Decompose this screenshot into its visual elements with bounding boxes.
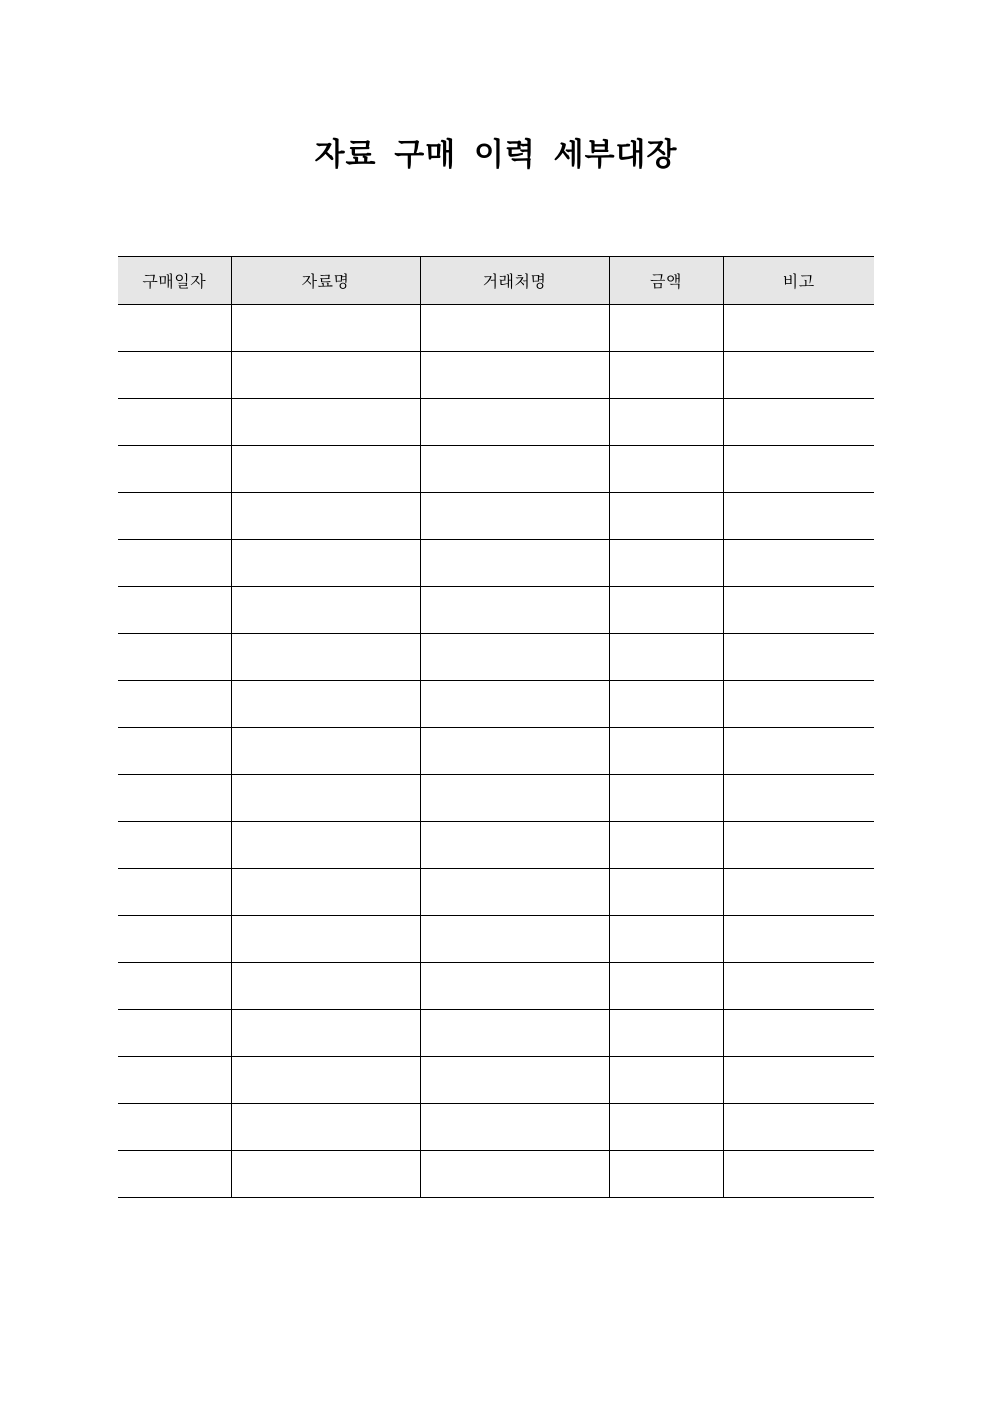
purchase-ledger-table	[118, 256, 874, 1198]
cell-purchase-date[interactable]	[118, 963, 231, 1010]
cell-material-name[interactable]	[231, 587, 420, 634]
cell-vendor-name[interactable]	[420, 728, 609, 775]
cell-remarks[interactable]	[723, 775, 874, 822]
cell-vendor-name[interactable]	[420, 1104, 609, 1151]
table-row	[118, 399, 874, 446]
cell-purchase-date[interactable]	[118, 493, 231, 540]
cell-purchase-date[interactable]	[118, 399, 231, 446]
cell-remarks[interactable]	[723, 399, 874, 446]
cell-remarks[interactable]	[723, 1010, 874, 1057]
table-row	[118, 916, 874, 963]
cell-purchase-date[interactable]	[118, 916, 231, 963]
cell-vendor-name[interactable]	[420, 493, 609, 540]
table-row	[118, 822, 874, 869]
cell-material-name[interactable]	[231, 775, 420, 822]
cell-purchase-date[interactable]	[118, 1057, 231, 1104]
cell-purchase-date[interactable]	[118, 775, 231, 822]
cell-amount[interactable]	[609, 1010, 723, 1057]
table-row	[118, 1057, 874, 1104]
column-header-material-name: 자료명	[231, 257, 420, 305]
column-header-remarks: 비고	[723, 257, 874, 305]
cell-amount[interactable]	[609, 399, 723, 446]
cell-remarks[interactable]	[723, 869, 874, 916]
cell-vendor-name[interactable]	[420, 1057, 609, 1104]
table-row	[118, 446, 874, 493]
cell-vendor-name[interactable]	[420, 446, 609, 493]
cell-amount[interactable]	[609, 587, 723, 634]
cell-material-name[interactable]	[231, 634, 420, 681]
cell-vendor-name[interactable]	[420, 587, 609, 634]
cell-remarks[interactable]	[723, 681, 874, 728]
cell-remarks[interactable]	[723, 446, 874, 493]
cell-vendor-name[interactable]	[420, 1010, 609, 1057]
cell-amount[interactable]	[609, 1057, 723, 1104]
cell-vendor-name[interactable]	[420, 540, 609, 587]
cell-purchase-date[interactable]	[118, 728, 231, 775]
cell-amount[interactable]	[609, 352, 723, 399]
table-row	[118, 1104, 874, 1151]
cell-purchase-date[interactable]	[118, 822, 231, 869]
cell-remarks[interactable]	[723, 963, 874, 1010]
column-header-vendor-name: 거래처명	[420, 257, 609, 305]
cell-remarks[interactable]	[723, 1151, 874, 1198]
cell-material-name[interactable]	[231, 493, 420, 540]
cell-vendor-name[interactable]	[420, 916, 609, 963]
cell-purchase-date[interactable]	[118, 869, 231, 916]
cell-material-name[interactable]	[231, 540, 420, 587]
cell-remarks[interactable]	[723, 540, 874, 587]
table-body	[118, 305, 874, 1198]
cell-material-name[interactable]	[231, 822, 420, 869]
column-header-amount: 금액	[609, 257, 723, 305]
cell-purchase-date[interactable]	[118, 305, 231, 352]
cell-remarks[interactable]	[723, 587, 874, 634]
cell-vendor-name[interactable]	[420, 634, 609, 681]
table-row	[118, 634, 874, 681]
cell-purchase-date[interactable]	[118, 587, 231, 634]
cell-amount[interactable]	[609, 1104, 723, 1151]
cell-vendor-name[interactable]	[420, 352, 609, 399]
table-row	[118, 1151, 874, 1198]
table-row	[118, 775, 874, 822]
column-header-purchase-date: 구매일자	[118, 257, 231, 305]
cell-purchase-date[interactable]	[118, 352, 231, 399]
cell-material-name[interactable]	[231, 916, 420, 963]
cell-remarks[interactable]	[723, 822, 874, 869]
cell-amount[interactable]	[609, 963, 723, 1010]
cell-material-name[interactable]	[231, 1104, 420, 1151]
cell-amount[interactable]	[609, 1151, 723, 1198]
cell-material-name[interactable]	[231, 1151, 420, 1198]
cell-remarks[interactable]	[723, 634, 874, 681]
table-row	[118, 963, 874, 1010]
table-row	[118, 728, 874, 775]
cell-vendor-name[interactable]	[420, 775, 609, 822]
cell-amount[interactable]	[609, 822, 723, 869]
cell-amount[interactable]	[609, 305, 723, 352]
cell-vendor-name[interactable]	[420, 869, 609, 916]
cell-purchase-date[interactable]	[118, 1151, 231, 1198]
cell-material-name[interactable]	[231, 399, 420, 446]
cell-material-name[interactable]	[231, 963, 420, 1010]
cell-amount[interactable]	[609, 493, 723, 540]
cell-remarks[interactable]	[723, 1104, 874, 1151]
table-row	[118, 681, 874, 728]
cell-purchase-date[interactable]	[118, 1010, 231, 1057]
cell-vendor-name[interactable]	[420, 822, 609, 869]
cell-remarks[interactable]	[723, 916, 874, 963]
table-row	[118, 305, 874, 352]
cell-remarks[interactable]	[723, 493, 874, 540]
cell-vendor-name[interactable]	[420, 305, 609, 352]
header-row	[118, 257, 874, 305]
cell-amount[interactable]	[609, 916, 723, 963]
cell-material-name[interactable]	[231, 446, 420, 493]
cell-purchase-date[interactable]	[118, 1104, 231, 1151]
cell-material-name[interactable]	[231, 869, 420, 916]
cell-vendor-name[interactable]	[420, 963, 609, 1010]
cell-remarks[interactable]	[723, 728, 874, 775]
cell-purchase-date[interactable]	[118, 681, 231, 728]
cell-remarks[interactable]	[723, 352, 874, 399]
cell-material-name[interactable]	[231, 681, 420, 728]
table-row	[118, 352, 874, 399]
cell-purchase-date[interactable]	[118, 446, 231, 493]
cell-vendor-name[interactable]	[420, 681, 609, 728]
cell-amount[interactable]	[609, 540, 723, 587]
cell-vendor-name[interactable]	[420, 1151, 609, 1198]
cell-purchase-date[interactable]	[118, 634, 231, 681]
table-row	[118, 540, 874, 587]
page-title: 자료 구매 이력 세부대장	[314, 137, 678, 173]
table-row	[118, 493, 874, 540]
cell-material-name[interactable]	[231, 728, 420, 775]
table-row	[118, 1010, 874, 1057]
cell-remarks[interactable]	[723, 1057, 874, 1104]
cell-purchase-date[interactable]	[118, 540, 231, 587]
cell-amount[interactable]	[609, 728, 723, 775]
cell-amount[interactable]	[609, 634, 723, 681]
cell-material-name[interactable]	[231, 305, 420, 352]
cell-amount[interactable]	[609, 869, 723, 916]
cell-amount[interactable]	[609, 446, 723, 493]
table-row	[118, 587, 874, 634]
table-row	[118, 869, 874, 916]
cell-material-name[interactable]	[231, 1057, 420, 1104]
cell-material-name[interactable]	[231, 352, 420, 399]
cell-amount[interactable]	[609, 775, 723, 822]
cell-vendor-name[interactable]	[420, 399, 609, 446]
cell-amount[interactable]	[609, 681, 723, 728]
cell-material-name[interactable]	[231, 1010, 420, 1057]
cell-remarks[interactable]	[723, 305, 874, 352]
